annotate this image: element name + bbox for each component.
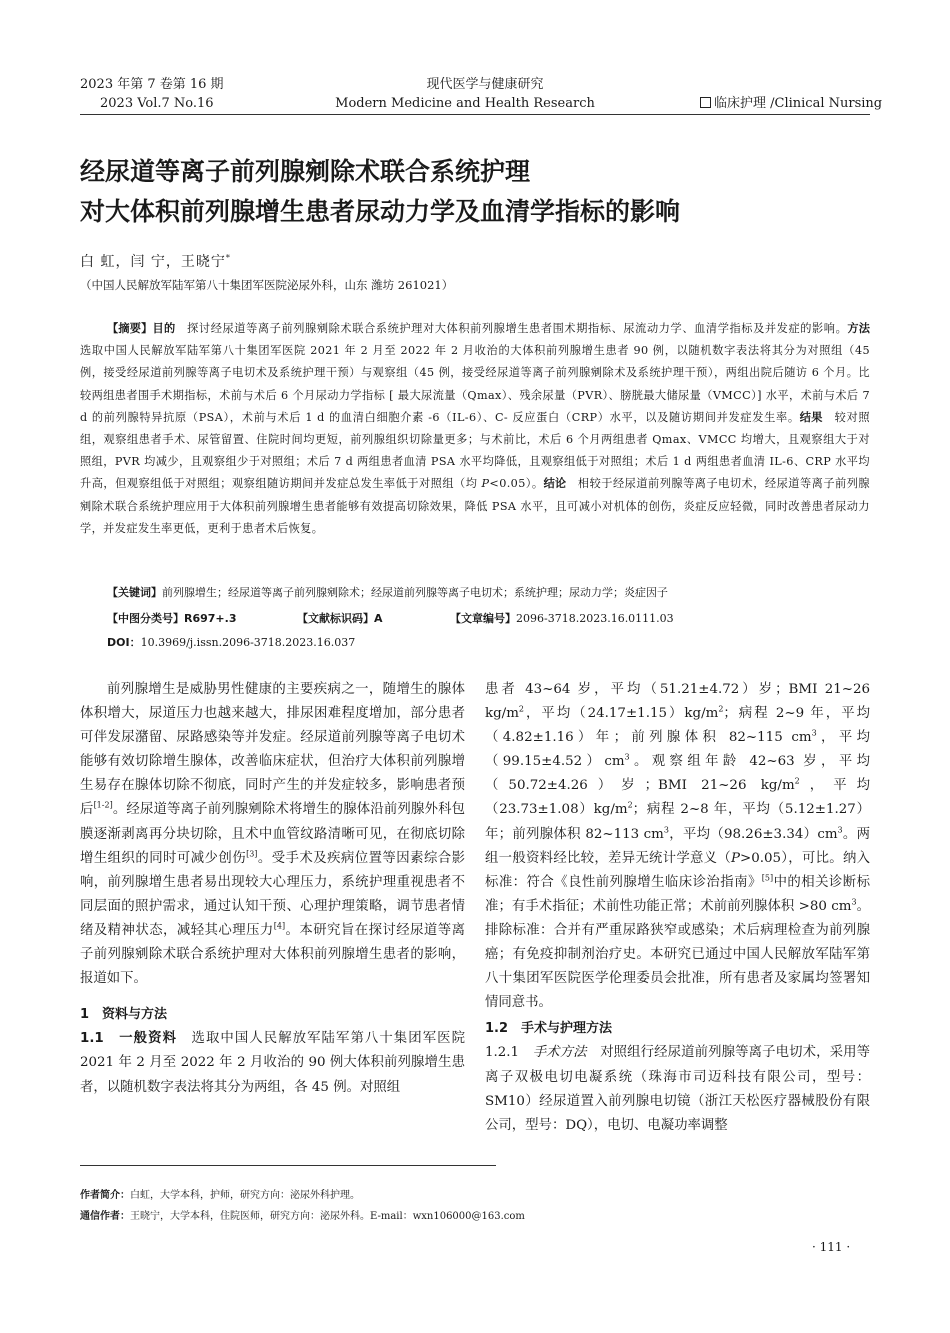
doi bbox=[107, 634, 355, 650]
citation-5[interactable]: [5] bbox=[761, 873, 774, 883]
section-heading-1-2: 1.2 手术与护理方法 bbox=[485, 1021, 613, 1037]
abstract-label: 【摘要】目的 bbox=[107, 322, 176, 335]
intro-paragraph bbox=[80, 678, 465, 991]
authors bbox=[80, 251, 231, 271]
result-label: 结果 bbox=[799, 410, 823, 424]
patient-characteristics bbox=[485, 678, 870, 1015]
right-column bbox=[485, 678, 870, 1138]
sup: 3 bbox=[851, 897, 857, 907]
text: ，平均（23.73±1.08）kg/m bbox=[485, 778, 871, 818]
corresponding-mark: * bbox=[225, 253, 231, 263]
section-1-2-1-text: 对照组行经尿道前列腺等离子电切术，采用等离子双极电切电凝系统（珠海市司迈科技有限公司，型号：SM10）经尿道置入前列腺电切镜（浙江天松医疗器械股份有限公司，型号：DQ），电切、电凝功率调整 bbox=[485, 1045, 871, 1133]
doc-code-value: A bbox=[374, 612, 383, 625]
article-number-label: 【文章编号】 bbox=[450, 612, 516, 625]
text: 。排除标准：合并有严重尿路狭窄或感染；术后病理检查为前列腺癌；有免疫抑制剂治疗史。本研究已通过中国人民解放军陆军第八十集团军医院医学伦理委员会批准，所有患者及家属均签署知情同意书。 bbox=[485, 898, 871, 1011]
corresponding-author-label: 通信作者： bbox=[80, 1211, 130, 1222]
abstract-conclusion: 相较于经尿道前列腺等离子电切术，经尿道等离子前列腺剜除术联合系统护理应用于大体积前列腺增生患者能够有效提高切除效果，降低 PSA 水平，且可减小对机体的创伤，炎症反应轻微，同时改善患者尿动力学，并发症发生率更低，更利于患者术后恢复。 bbox=[80, 477, 870, 535]
keywords bbox=[107, 584, 668, 600]
section-label-text: 临床护理 /Clinical Nursing bbox=[714, 96, 883, 111]
checkbox-square-icon bbox=[700, 97, 711, 108]
abstract-method: 选取中国人民解放军陆军第八十集团军医院 2021 年 2 月至 2022 年 2 月收治的大体积前列腺增生患者 90 例，以随机数字表法将其分为对照组（45 例，接受经尿道前列腺等离子电切术及系统护理干预）与观察组（45 例，接受经尿道等离子前列腺剜除术及系统护理干预），两组出院后随访 6 个月。比较两组患者围手术期指标，术前与术后 6 个月尿动力学指标 [ 最大尿流量（Qmax）、残余尿量（PVR）、膀胱最大储尿量（VMCC）] 水平，术前与术后 7 d 的前列腺特异抗原（PSA），术前与术后 1 d 的血清白细胞介素 -6（IL-6）、C- 反应蛋白（CRP）水平，以及随访期间并发症发生率。 bbox=[80, 344, 870, 424]
clc-number bbox=[107, 610, 236, 626]
author-names: 白 虹，闫 宁，王晓宁 bbox=[80, 254, 226, 270]
title-line-2: 对大体积前列腺增生患者尿动力学及血清学指标的影响 bbox=[80, 197, 681, 226]
journal-issue-en: 2023 Vol.7 No.16 bbox=[100, 96, 214, 111]
citation-3[interactable]: [3] bbox=[246, 849, 258, 859]
text: 。观察组年龄 42~63 岁，平均（50.72±4.26）岁；BMI 21~26 kg/m bbox=[485, 754, 870, 794]
keywords-text: 前列腺增生；经尿道等离子前列腺剜除术；经尿道前列腺等离子电切术；系统护理；尿动力学；炎症因子 bbox=[162, 586, 668, 599]
sup: 2 bbox=[627, 801, 633, 810]
text: >0.05），可比。纳入标准：符合《良性前列腺增生临床诊治指南》 bbox=[485, 850, 870, 890]
sup: 3 bbox=[811, 728, 817, 738]
intro-text-a: 前列腺增生是威胁男性健康的主要疾病之一，随增生的腺体体积增大，尿道压力也越来越大，排尿困难程度增加，部分患者可伴发尿潴留、尿路感染等并发症。经尿道前列腺等离子电切术能够有效切除增生腺体，改善临床症状，但治疗大体积前列腺增生易存在腺体切除不彻底，同时产生的并发症较多，影响患者预后 bbox=[80, 682, 465, 818]
clc-value: R697+.3 bbox=[184, 612, 237, 625]
intro-text-d: 。本研究旨在探讨经尿道等离子前列腺剜除术联合系统护理对大体积前列腺增生患者的影响，报道如下。 bbox=[80, 922, 466, 987]
document-code bbox=[297, 610, 383, 626]
article-number bbox=[450, 610, 674, 626]
abstract-result: 较对照组，观察组患者手术、尿管留置、住院时间均更短，前列腺组织切除量更多；与术前比，术后 6 个月两组患者 Qmax、VMCC 均增大，且观察组大于对照组，PVR 均减少，且观察组少于对照组；术后 7 d 两组患者血清 PSA 水平均降低，且观察组低于对照组；术后 1 d 两组患者血清 IL-6、CRP 水平均升高，但观察组低于对照组；观察组随访期间并发症总发生率低于对照组（均 bbox=[80, 410, 870, 491]
author-bio-text: 白虹，大学本科，护师，研究方向：泌尿外科护理。 bbox=[130, 1190, 360, 1201]
left-column bbox=[80, 678, 465, 1100]
section-1-2-1-label: 手术方法 bbox=[532, 1045, 587, 1061]
p-symbol: P bbox=[730, 850, 740, 866]
section-1-2-1 bbox=[485, 1041, 870, 1137]
conclusion-label: 结论 bbox=[543, 477, 567, 491]
sup: 3 bbox=[663, 825, 669, 835]
article-title bbox=[80, 152, 680, 232]
abstract bbox=[80, 318, 870, 540]
text: ，平均（24.17±1.15）kg/m bbox=[524, 706, 719, 722]
citation-1-2[interactable]: [1-2] bbox=[93, 801, 113, 810]
corresponding-author bbox=[80, 1207, 525, 1222]
affiliation: （中国人民解放军陆军第八十集团军医院泌尿外科，山东 潍坊 261021） bbox=[80, 278, 454, 292]
sup: 2 bbox=[718, 704, 724, 714]
journal-issue-cn: 2023 年第 7 卷第 16 期 bbox=[80, 77, 224, 92]
abstract-objective: 探讨经尿道等离子前列腺剜除术联合系统护理对大体积前列腺增生患者围术期指标、尿流动力学、血清学指标及并发症的影响。 bbox=[187, 322, 848, 335]
keywords-label: 【关键词】 bbox=[107, 586, 162, 599]
header-rule bbox=[80, 114, 870, 115]
corresponding-author-text: 王晓宁，大学本科，住院医师，研究方向：泌尿外科。E-mail：wxn106000@163.com bbox=[130, 1211, 525, 1222]
sup: 2 bbox=[794, 776, 800, 786]
section-1-2-1-number: 1.2.1 bbox=[485, 1045, 520, 1061]
sup: 3 bbox=[837, 825, 843, 835]
footnote-rule bbox=[80, 1165, 496, 1166]
article-number-value: 2096-3718.2023.16.0111.03 bbox=[516, 612, 674, 625]
method-label: 方法 bbox=[847, 322, 870, 335]
title-line-1: 经尿道等离子前列腺剜除术联合系统护理 bbox=[80, 157, 531, 186]
citation-4[interactable]: [4] bbox=[273, 921, 286, 931]
journal-name-en: Modern Medicine and Health Research bbox=[335, 96, 595, 111]
page-number: · 111 · bbox=[812, 1240, 851, 1254]
abstract-result-end: <0.05）。 bbox=[489, 477, 544, 491]
intro-text-b: 。经尿道等离子前列腺剜除术将增生的腺体沿前列腺外科包膜逐渐剥离再分块切除，且术中血管纹路清晰可见，在彻底切除增生组织的同时可减少创伤 bbox=[80, 802, 466, 866]
text: 。两组一般资料经比较，差异无统计学意义（ bbox=[485, 826, 871, 866]
text: ；病程 2~9 年，平均（4.82±1.16）年；前列腺体积 82~115 cm bbox=[485, 706, 871, 746]
section-1-1 bbox=[80, 1027, 465, 1099]
text: ，平均（99.15±4.52）cm bbox=[485, 730, 870, 770]
sup: 3 bbox=[624, 752, 630, 762]
section-heading-1: 1 资料与方法 bbox=[80, 1007, 168, 1023]
text: ；病程 2~8 年，平均（5.12±1.27）年；前列腺体积 82~113 cm bbox=[485, 802, 871, 842]
clc-label: 【中图分类号】 bbox=[107, 612, 184, 625]
intro-text-c: 。受手术及疾病位置等因素综合影响，前列腺增生患者易出现较大心理压力，系统护理重视患者不同层面的照护需求，通过认知干预、心理护理策略，调节患者情绪及精神状态，减轻其心理压力 bbox=[80, 850, 466, 938]
doi-value[interactable]: 10.3969/j.issn.2096-3718.2023.16.037 bbox=[140, 636, 356, 649]
section-1-1-text: 选取中国人民解放军陆军第八十集团军医院 2021 年 2 月至 2022 年 2 月收治的 90 例大体积前列腺增生患者，以随机数字表法将其分为两组，各 45 例。对照组 bbox=[80, 1031, 466, 1095]
p-symbol: P bbox=[481, 477, 490, 491]
author-bio-label: 作者简介： bbox=[80, 1190, 130, 1201]
author-bio bbox=[80, 1186, 360, 1201]
journal-name-cn: 现代医学与健康研究 bbox=[426, 77, 544, 92]
section-label bbox=[700, 95, 883, 113]
doi-label: DOI： bbox=[107, 636, 141, 649]
text: ，平均（98.26±3.34）cm bbox=[668, 826, 838, 842]
text: 中的相关诊断标准；有手术指征；术前性功能正常；术前前列腺体积 >80 cm bbox=[485, 874, 870, 914]
text: 患者 43~64 岁，平均（51.21±4.72）岁；BMI 21~26 kg/m bbox=[485, 682, 870, 722]
sup: 2 bbox=[518, 704, 524, 714]
doc-code-label: 【文献标识码】 bbox=[297, 612, 374, 625]
section-1-1-label: 1.1 一般资料 bbox=[80, 1031, 178, 1047]
